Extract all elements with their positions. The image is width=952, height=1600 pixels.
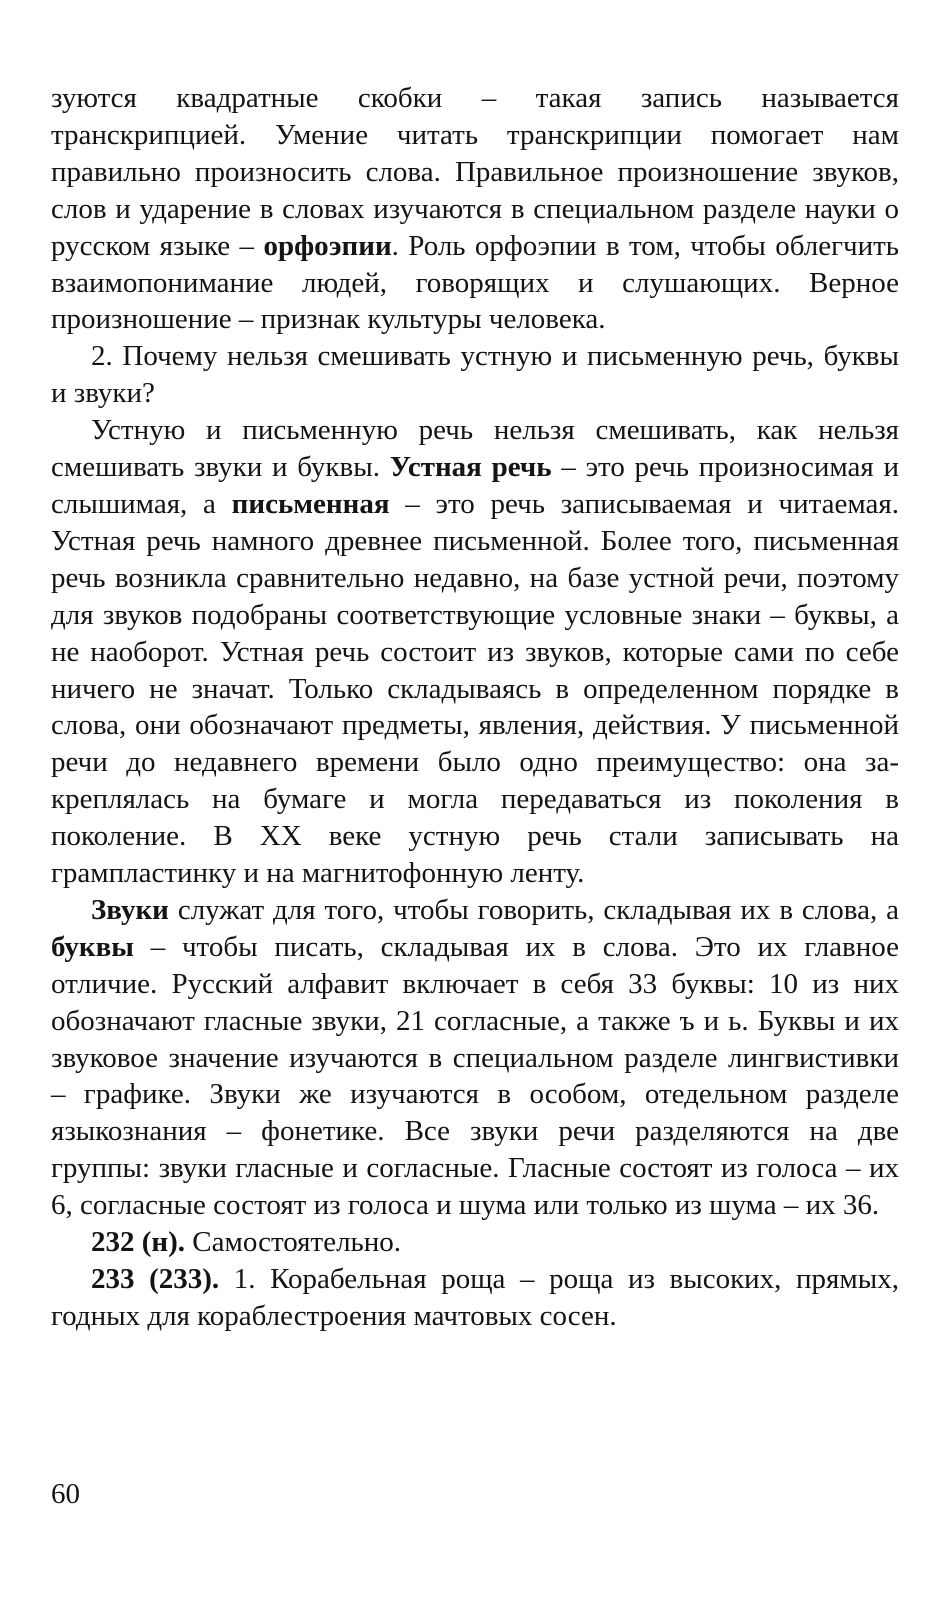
term-written: письменная <box>231 487 390 520</box>
page-number: 60 <box>51 1478 80 1510</box>
paragraph-4-text: служат для того, чтобы говорить, складывая их в слова, а <box>168 893 899 926</box>
paragraph-1 <box>51 80 899 338</box>
exercise-233-text: 1. Корабельная роща – роща из высоких, прямых, годных для кораблестроения мачтовых сосен. <box>51 1263 899 1332</box>
paragraph-1-text-2: . Роль орфоэпии в том, чтобы облегчить взаимопонимание людей, говорящих и слушающих. Верное произношение – признак культуры человека. <box>51 229 900 336</box>
term-orthoepy: орфоэпии <box>263 229 392 262</box>
paragraph-3-text-2: – это речь произносимая и слышимая, а <box>51 451 900 520</box>
question-2-text: 2. Почему нельзя смешивать устную и письменную речь, буквы и звуки? <box>51 340 899 410</box>
paragraph-3-text-3: – это речь записываемая и читаемая. Устная речь намного древнее письменной. Более того, письменная речь возникла сравнительно недавно, на базе устной речи, поэтому для звуков подобраны соответствующие условные знаки – буквы, а не наоборот. Устная речь состоит из звуков, которые сами по себе ничего не значат. Только складываясь в определенном порядке в слова, они обозначают предметы, явления, действия. У письменной речи до недавнего времени было одно преимущество: она закреплялась на бумаге и могла передаваться из поколения в поколение. В XX веке устную речь стали записывать на грампластинку и на магнитофонную ленту. <box>51 487 899 890</box>
paragraph-3-text: Устную и письменную речь нельзя смешивать, как нельзя смешивать звуки и буквы. <box>51 414 899 484</box>
exercise-232 <box>51 1224 899 1261</box>
exercise-232-number: 232 (н). <box>91 1226 186 1259</box>
paragraph-4-text-2: – чтобы писать, складывая их в слова. Это их главное отличие. Русский алфавит включает в себя 33 буквы: 10 из них обозначают гласные звуки, 21 согласные, а также ъ и ь. Буквы и их звуковое значение изучаются в специальном разделе лингвистивки – графике. Звуки же изучаются в особом, отедельном разделе языкознания – фонетике. Все звуки речи разделяются на две группы: звуки гласные и согласные. Гласные состоят из голоса – их 6, согласные состоят из голоса и шума или только из шума – их 36. <box>51 930 899 1222</box>
term-oral-speech: Устная речь <box>389 451 552 484</box>
term-letters: буквы <box>51 930 134 963</box>
exercise-232-text: Самостоятельно. <box>185 1226 402 1259</box>
paragraph-4 <box>51 892 899 1224</box>
exercise-233 <box>51 1261 899 1335</box>
paragraph-2-question <box>51 338 899 412</box>
exercise-233-number: 233 (233). <box>91 1263 220 1295</box>
paragraph-1-text: зуются квадратные скобки – такая запись называется транскрипцией. Умение читать транскрипции помогает нам правильно произносить слова. Правильное произношение звуков, слов и ударение в словах изучаются в специальном разделе науки о русском языке – <box>51 82 899 262</box>
term-sounds: Звуки <box>91 893 169 926</box>
page-body <box>51 80 899 1335</box>
paragraph-3 <box>51 412 899 892</box>
